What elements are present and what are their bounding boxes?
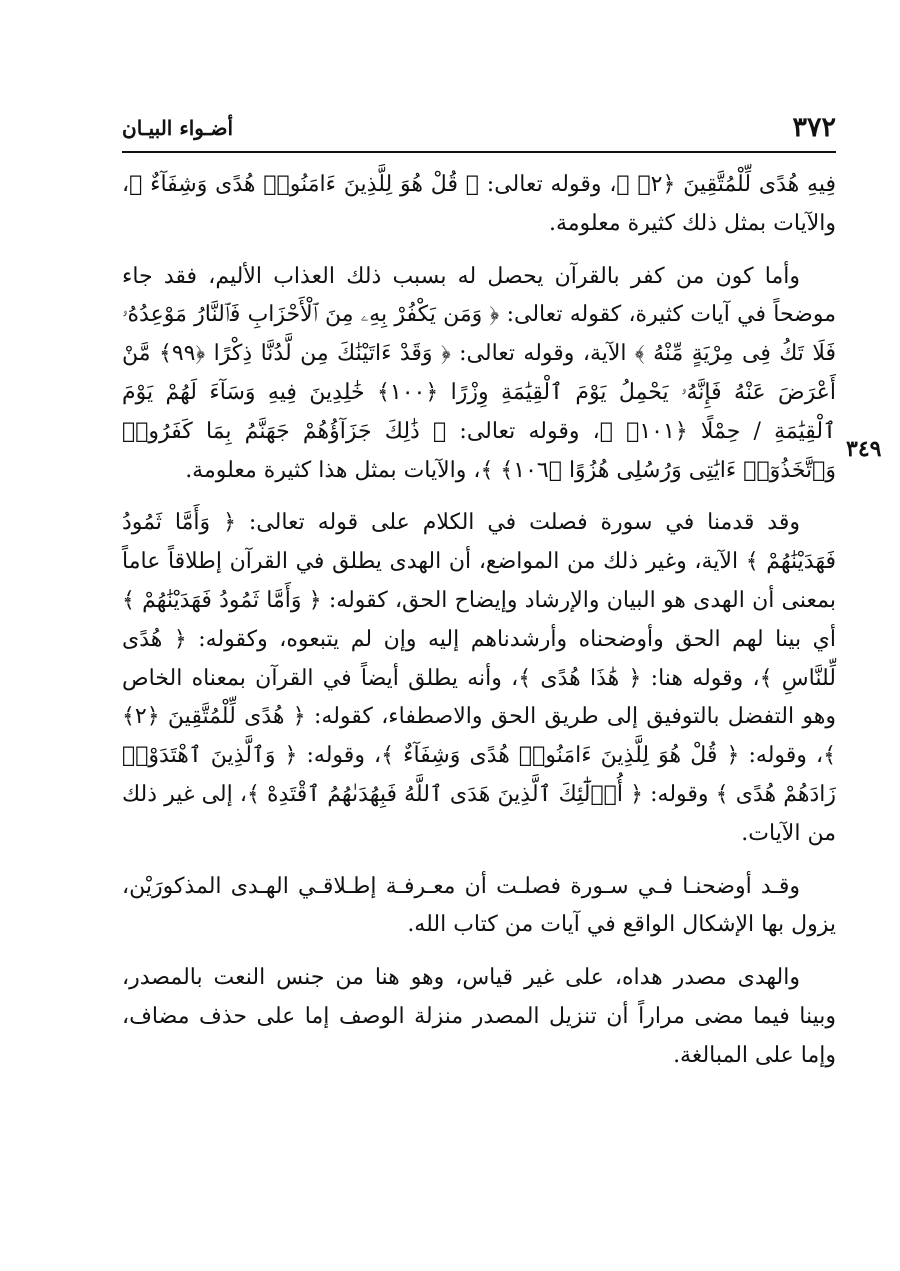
margin-page-reference: ٣٤٩	[846, 436, 882, 462]
page-header	[122, 108, 836, 148]
page-number: ٣٧٢	[792, 112, 836, 143]
header-divider	[122, 151, 836, 153]
paragraph-5: والهدى مصدر هداه، على غير قياس، وهو هنا من جنس النعت بالمصدر، وبينا فيما مضى مراراً أن تنزيل المصدر منزلة الوصف إما على حذف مضاف، وإما على المبالغة.	[122, 965, 836, 1068]
paragraph-1: فِيهِ هُدًى لِّلْمُتَّقِينَ ﴿٢﴾ ﴾، وقوله تعالى: ﴿ قُلْ هُوَ لِلَّذِينَ ءَامَنُوا۟ هُدًى وَشِفَآءٌ ﴾، والآيات بمثل ذلك كثيرة معلومة.	[122, 172, 836, 236]
running-title: أضـواء البيـان	[122, 116, 234, 140]
main-text	[122, 166, 836, 1076]
paragraph-4: وقـد أوضحنـا فـي سـورة فصلـت أن معـرفـة إطـلاقـي الهـدى المذكورَيْن، يزول بها الإشكال الواقع في آيات من كتاب الله.	[122, 873, 836, 938]
paragraph-3: وقد قدمنا في سورة فصلت في الكلام على قوله تعالى: ﴿ وَأَمَّا ثَمُودُ فَهَدَيْنَٰهُمْ ﴾ الآية، وغير ذلك من المواضع، أن الهدى يطلق في القرآن إطلاقاً عاماً بمعنى أن الهدى هو البيان والإرشاد وإيضاح الحق، كقوله: ﴿ وَأَمَّا ثَمُودُ فَهَدَيْنَٰهُمْ ﴾ أي بينا لهم الحق وأوضحناه وأرشدناهم إليه وإن لم يتبعوه، وكقوله: ﴿ هُدًى لِّلنَّاسِ ﴾، وقوله هنا: ﴿ هَٰذَا هُدًى ﴾، وأنه يطلق أيضاً في القرآن بمعناه الخاص وهو التفضل بالتوفيق إلى طريق الحق والاصطفاء، كقوله: ﴿ هُدًى لِّلْمُتَّقِينَ ﴿٢﴾ ﴾، وقوله: ﴿ قُلْ هُوَ لِلَّذِينَ ءَامَنُوا۟ هُدًى وَشِفَآءٌ ﴾، وقوله: ﴿ وَٱلَّذِينَ ٱهْتَدَوْا۟ زَادَهُمْ هُدًى ﴾ وقوله: ﴿ أُو۟لَٰٓئِكَ ٱلَّذِينَ هَدَى ٱللَّهُ فَبِهُدَىٰهُمُ ٱقْتَدِهْ ﴾، إلى غير ذلك من الآيات.	[122, 510, 836, 846]
paragraph-2: وأما كون من كفر بالقرآن يحصل له بسبب ذلك العذاب الأليم، فقد جاء موضحاً في آيات كثيرة، كقوله تعالى: ﴿ وَمَن يَكْفُرْ بِهِۦ مِنَ ٱلْأَحْزَابِ فَٱلنَّارُ مَوْعِدُهُۥ فَلَا تَكُ فِى مِرْيَةٍ مِّنْهُ ﴾ الآية، وقوله تعالى: ﴿ وَقَدْ ءَاتَيْنَٰكَ مِن لَّدُنَّا ذِكْرًا ﴿٩٩﴾ مَّنْ أَعْرَضَ عَنْهُ فَإِنَّهُۥ يَحْمِلُ يَوْمَ ٱلْقِيَٰمَةِ وِزْرًا ﴿١٠٠﴾ خَٰلِدِينَ فِيهِ وَسَآءَ لَهُمْ يَوْمَ ٱلْقِيَٰمَةِ / حِمْلًا ﴿١٠١﴾ ﴾، وقوله تعالى: ﴿ ذَٰلِكَ جَزَآؤُهُمْ جَهَنَّمُ بِمَا كَفَرُوا۟ وَٱتَّخَذُوٓا۟ ءَايَٰتِى وَرُسُلِى هُزُوًا ﴿١٠٦﴾ ﴾، والآيات بمثل هذا كثيرة معلومة.	[122, 263, 836, 483]
